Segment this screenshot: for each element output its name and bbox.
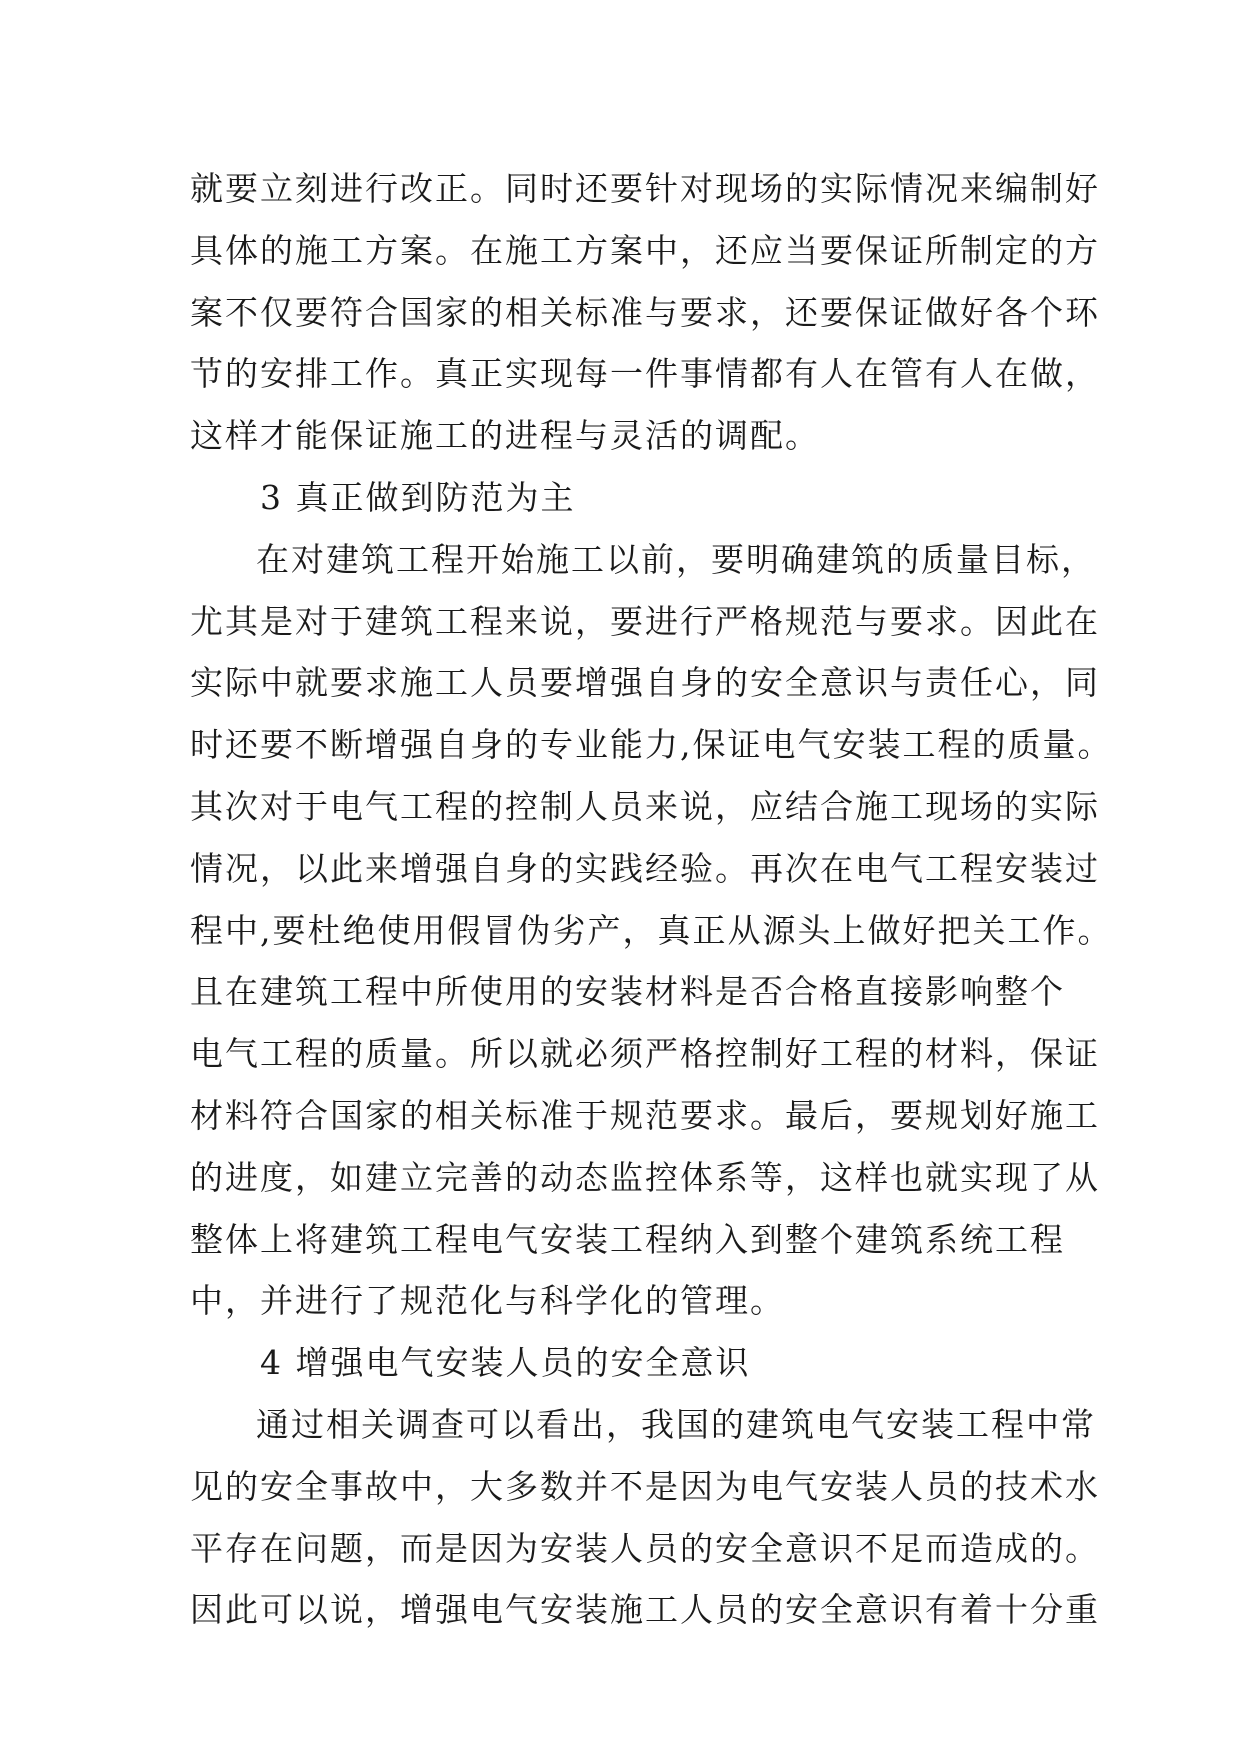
body-line: 实际中就要求施工人员要增强自身的安全意识与责任心，同	[190, 663, 1100, 703]
body-line: 且在建筑工程中所使用的安装材料是否合格直接影响整个	[190, 972, 1065, 1012]
body-line: 就要立刻进行改正。同时还要针对现场的实际情况来编制好	[190, 169, 1100, 208]
body-line: 时还要不断增强自身的专业能力,保证电气安装工程的质量。	[190, 725, 1113, 765]
body-line: 这样才能保证施工的进程与灵活的调配。	[190, 416, 820, 456]
body-line: 其次对于电气工程的控制人员来说，应结合施工现场的实际	[190, 786, 1100, 826]
body-line: 中，并进行了规范化与科学化的管理。	[190, 1281, 785, 1321]
document-body	[190, 158, 1113, 1641]
paragraph-start: 在对建筑工程开始施工以前，要明确建筑的质量目标，	[256, 539, 1096, 579]
body-line: 节的安排工作。真正实现每一件事情都有人在管有人在做，	[190, 354, 1100, 394]
paragraph-start: 通过相关调查可以看出，我国的建筑电气安装工程中常	[256, 1404, 1096, 1444]
body-line: 具体的施工方案。在施工方案中，还应当要保证所制定的方	[190, 230, 1100, 270]
section-heading-3: 3 真正做到防范为主	[260, 477, 576, 517]
body-line: 材料符合国家的相关标准于规范要求。最后，要规划好施工	[190, 1095, 1100, 1135]
body-line: 整体上将建筑工程电气安装工程纳入到整个建筑系统工程	[190, 1219, 1065, 1259]
body-line: 程中,要杜绝使用假冒伪劣产，真正从源头上做好把关工作。	[190, 910, 1113, 950]
body-line: 因此可以说，增强电气安装施工人员的安全意识有着十分重	[190, 1590, 1100, 1630]
body-line: 见的安全事故中，大多数并不是因为电气安装人员的技术水	[190, 1466, 1100, 1506]
body-line: 电气工程的质量。所以就必须严格控制好工程的材料，保证	[190, 1034, 1100, 1074]
body-line: 情况，以此来增强自身的实践经验。再次在电气工程安装过	[190, 848, 1100, 888]
body-line: 案不仅要符合国家的相关标准与要求，还要保证做好各个环	[190, 292, 1100, 332]
body-line: 的进度，如建立完善的动态监控体系等，这样也就实现了从	[190, 1157, 1100, 1197]
section-heading-4: 4 增强电气安装人员的安全意识	[260, 1343, 751, 1383]
body-line: 尤其是对于建筑工程来说，要进行严格规范与要求。因此在	[190, 601, 1100, 641]
body-line: 平存在问题，而是因为安装人员的安全意识不足而造成的。	[190, 1528, 1100, 1568]
